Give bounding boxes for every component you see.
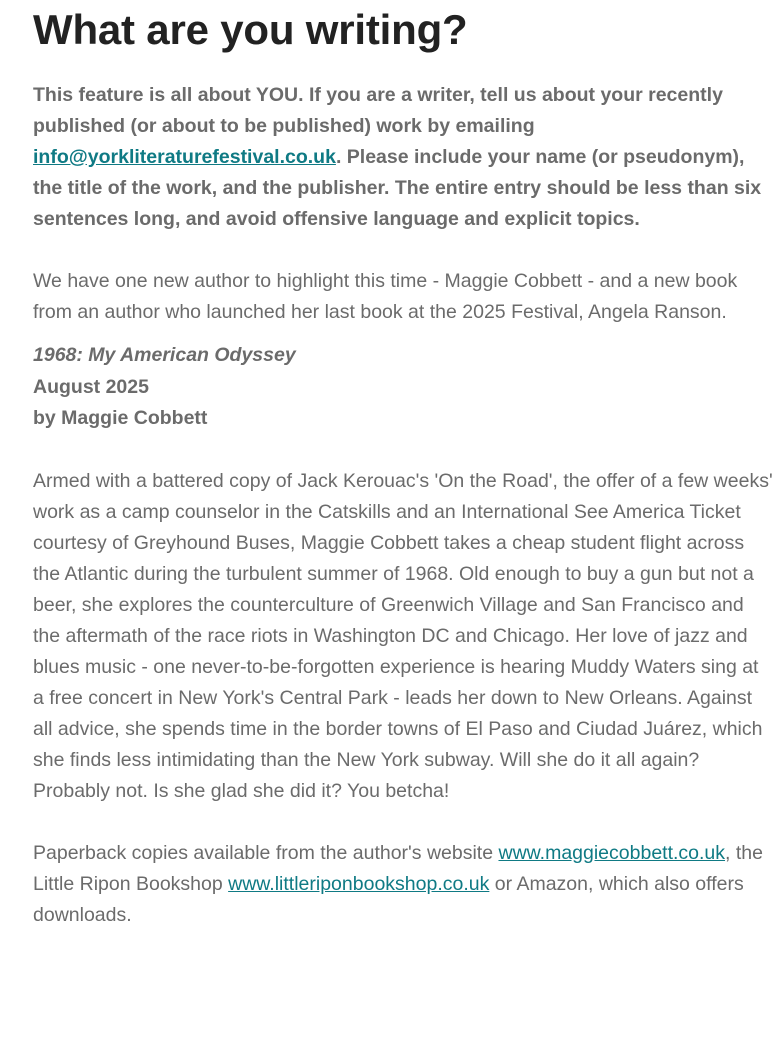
bookshop-link[interactable]: www.littleriponbookshop.co.uk bbox=[228, 872, 490, 895]
intro-text-part-2: . Please include your name (or pseudonym), the title of the work, and the publisher. The entire entry should be less than six sentences long, and avoid offensive language and explicit topics. bbox=[33, 146, 762, 230]
book-date: August 2025 bbox=[33, 375, 149, 398]
author-website-link[interactable]: www.maggiecobbett.co.uk bbox=[498, 841, 726, 864]
email-link[interactable]: info@yorkliteraturefestival.co.uk bbox=[33, 146, 336, 168]
intro-text-part-1: This feature is all about YOU. If you are a writer, tell us about your recently published (or about to be published) work by emailing bbox=[33, 84, 723, 137]
book-byline: by Maggie Cobbett bbox=[33, 407, 208, 429]
availability-text-part-2: , the Little Ripon Bookshop bbox=[33, 841, 763, 895]
availability-paragraph bbox=[33, 838, 773, 931]
page-title: What are you writing? bbox=[33, 6, 468, 53]
availability-text-part-1: Paperback copies available from the author's website bbox=[33, 841, 499, 864]
intro-paragraph bbox=[33, 80, 773, 235]
book-details bbox=[33, 340, 773, 435]
book-title: 1968: My American Odyssey bbox=[33, 344, 296, 366]
lead-paragraph: We have one new author to highlight this time - Maggie Cobbett - and a new book from an author who launched her last book at the 2025 Festival, Angela Ranson. bbox=[33, 270, 738, 323]
availability-text-part-3: or Amazon, which also offers downloads. bbox=[33, 872, 744, 926]
book-blurb: Armed with a battered copy of Jack Kerouac's 'On the Road', the offer of a few weeks' work as a camp counselor in the Catskills and an International See America Ticket courtesy of Greyhound Buses, Maggie Cobbett takes a cheap student flight across the Atlantic during the turbulent summer of 1968. Old enough to buy a gun but not a beer, she explores the counterculture of Greenwich Village and San Francisco and the aftermath of the race riots in Washington DC and Chicago. Her love of jazz and blues music - one never-to-be-forgotten experience is hearing Muddy Waters sing at a free concert in New York's Central Park - leads her down to New Orleans. Against all advice, she spends time in the border towns of El Paso and Ciudad Juárez, which she finds less intimidating than the New York subway. Will she do it all again? Probably not. Is she glad she did it? You betcha! bbox=[33, 469, 773, 802]
